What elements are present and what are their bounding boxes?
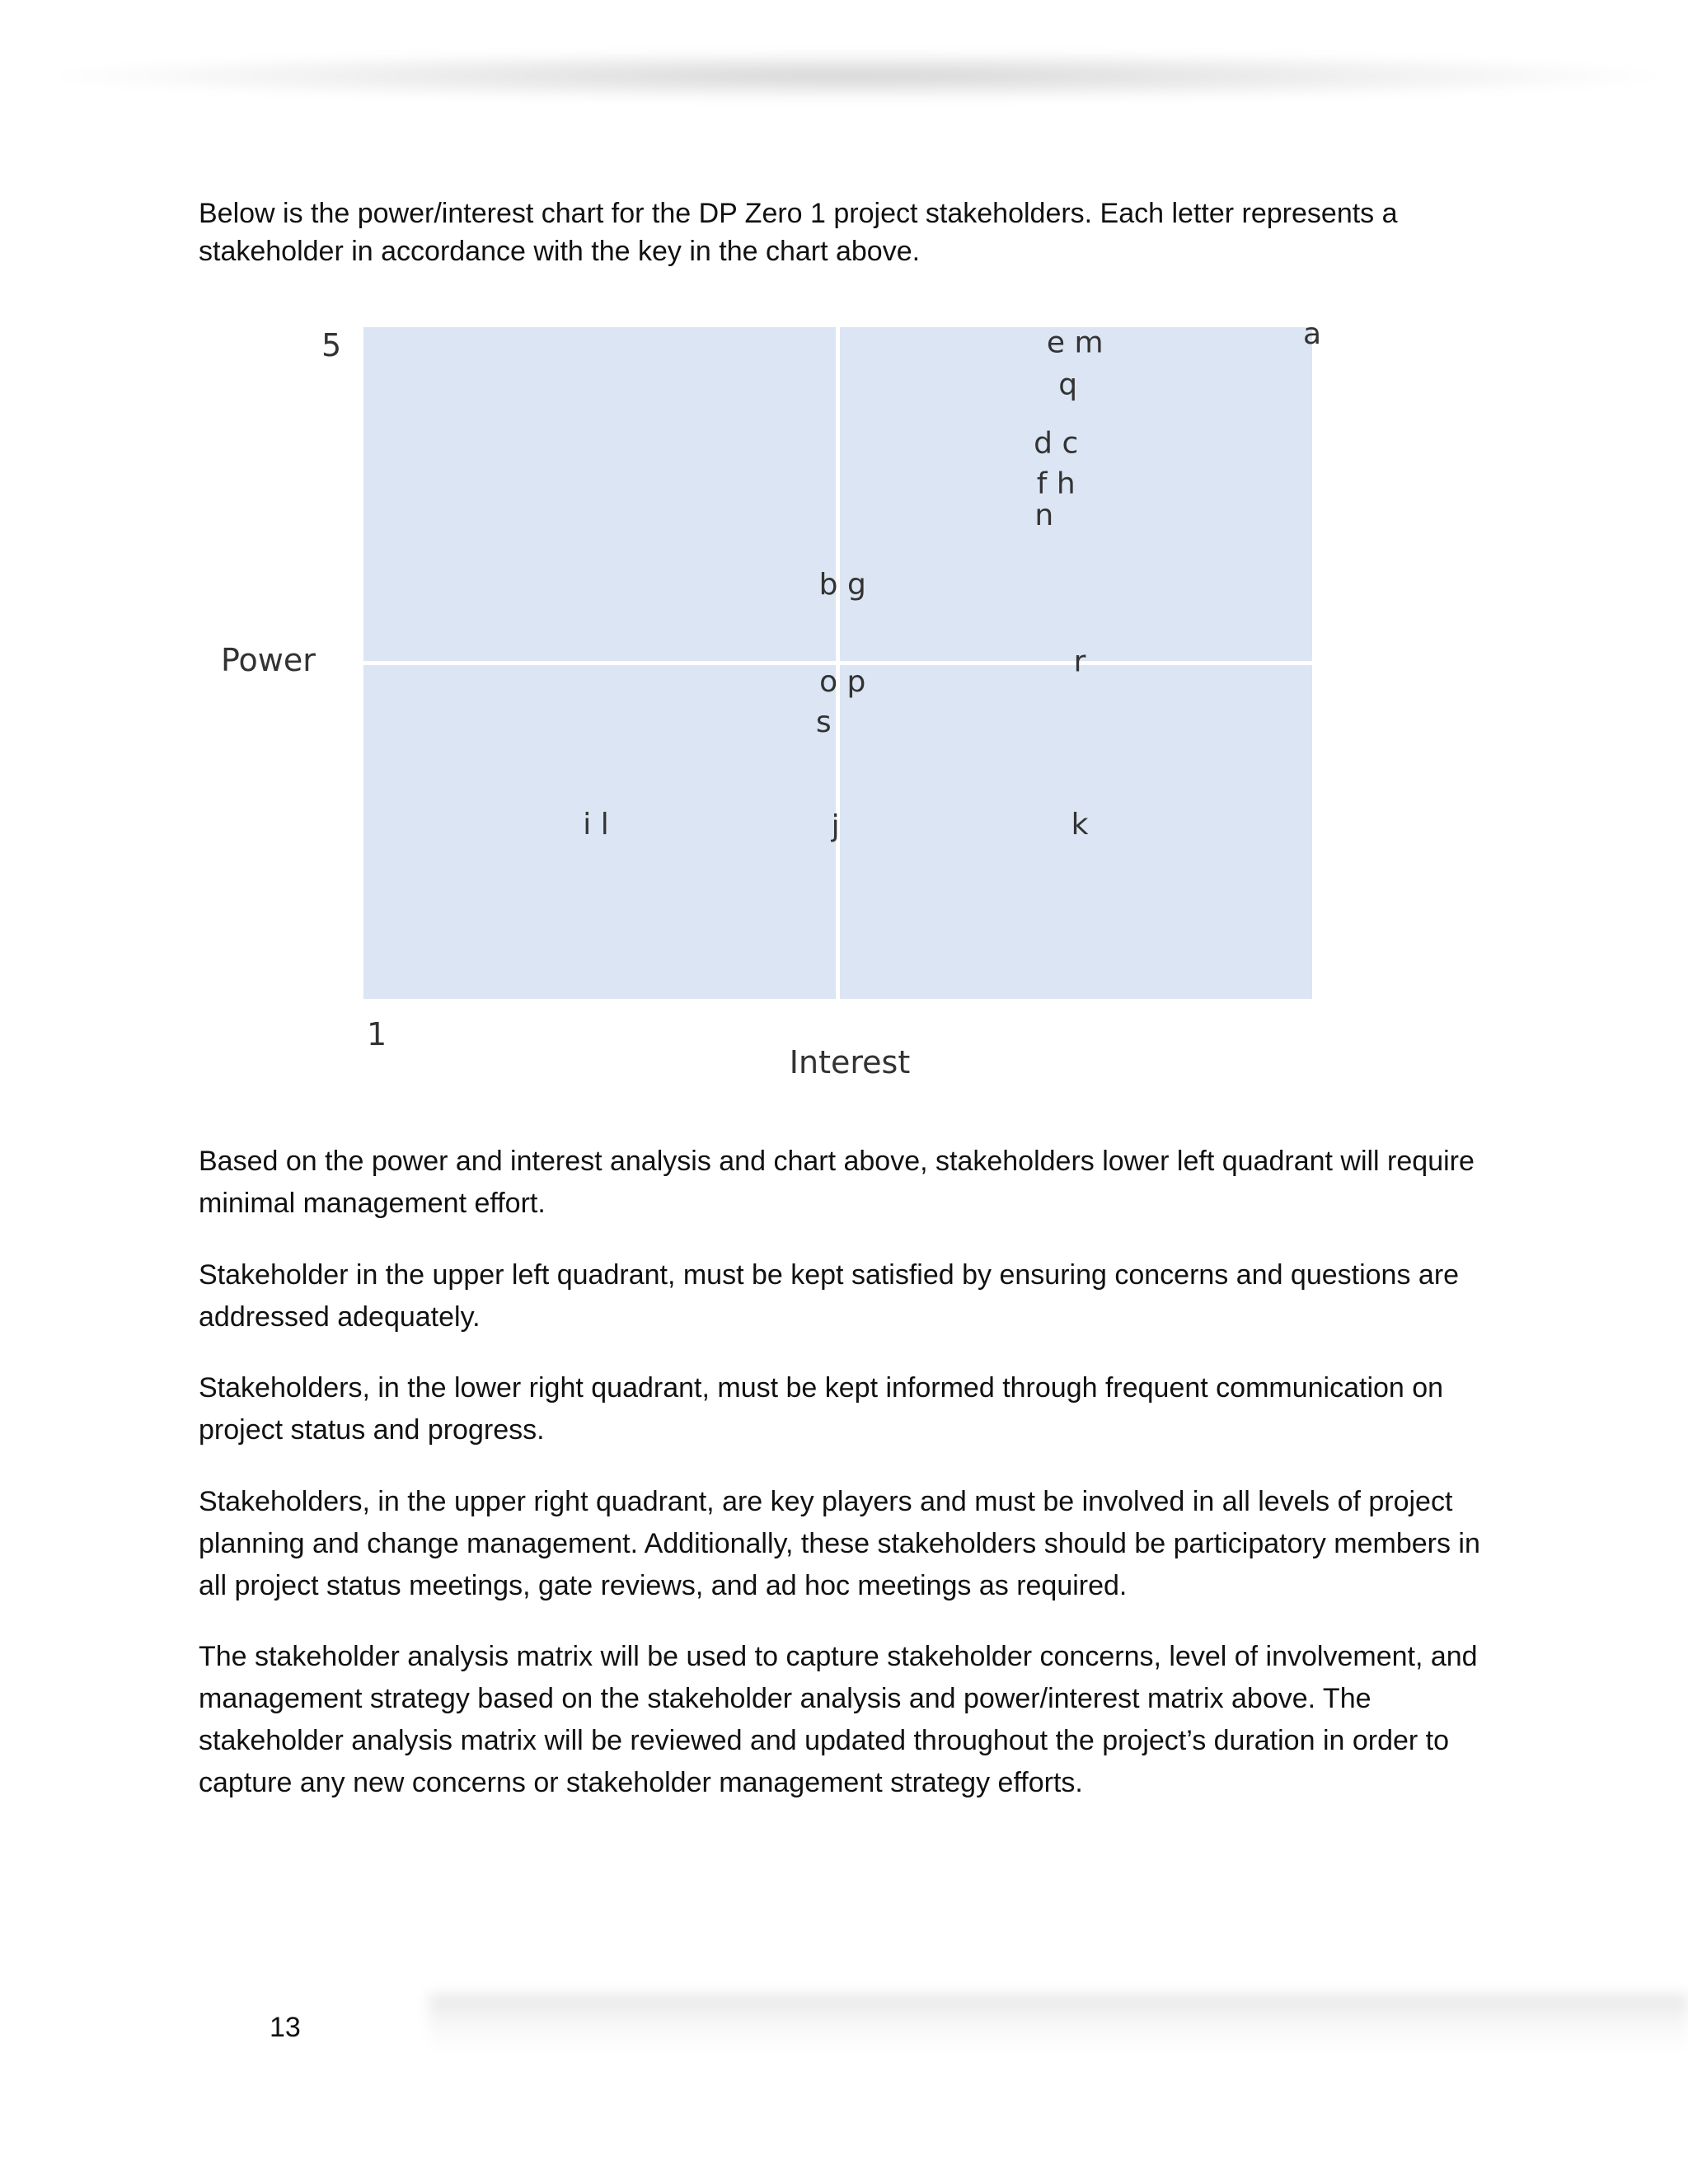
- paragraph-line: Based on the power and interest analysis and chart above, stakeholders lower left quadrant will require: [199, 1146, 1475, 1177]
- page-shadow-bottom: [429, 1994, 1688, 2052]
- stakeholder-point-label: o p: [819, 664, 866, 699]
- origin-tick-label: 1: [367, 1016, 387, 1052]
- paragraph-line: stakeholder analysis matrix will be reviewed and updated throughout the project’s duration in order to: [199, 1725, 1450, 1756]
- paragraph-line: The stakeholder analysis matrix will be used to capture stakeholder concerns, level of involvement, and: [199, 1641, 1478, 1672]
- stakeholder-point-label: b g: [818, 567, 866, 602]
- stakeholder-point-label: a: [1302, 317, 1322, 352]
- paragraph-lower-right: [199, 1367, 1517, 1451]
- paragraph-line: capture any new concerns or stakeholder management strategy efforts.: [199, 1767, 1083, 1798]
- paragraph-line: addressed adequately.: [199, 1301, 481, 1333]
- paragraph-line: minimal management effort.: [199, 1188, 546, 1219]
- y-axis-label: Power: [221, 642, 316, 678]
- paragraph-line: project status and progress.: [199, 1414, 545, 1446]
- y-tick-label-top: 5: [321, 327, 342, 363]
- page-number: 13: [270, 2012, 301, 2043]
- stakeholder-point-label: i l: [583, 808, 609, 842]
- stakeholder-point-label: s: [815, 705, 832, 739]
- stakeholder-point-label: r: [1073, 644, 1086, 679]
- stakeholder-point-label: j: [831, 809, 840, 844]
- intro-line: Below is the power/interest chart for the DP Zero 1 project stakeholders. Each letter represents a: [199, 198, 1398, 229]
- paragraph-line: management strategy based on the stakeholder analysis and power/interest matrix above. The: [199, 1683, 1372, 1714]
- stakeholder-point-label: q: [1058, 368, 1078, 402]
- paragraph-line: planning and change management. Additionally, these stakeholders should be participatory members in: [199, 1528, 1480, 1559]
- stakeholder-point-label: k: [1071, 808, 1089, 842]
- stakeholder-point-label: f h: [1036, 466, 1076, 501]
- x-axis-label: Interest: [789, 1044, 911, 1080]
- paragraph-lower-left: [199, 1141, 1517, 1225]
- paragraph-line: Stakeholders, in the lower right quadrant, must be kept informed through frequent communication on: [199, 1372, 1444, 1404]
- stakeholder-point-label: n: [1034, 499, 1054, 533]
- paragraph-analysis-matrix: [199, 1636, 1517, 1804]
- paragraph-line: all project status meetings, gate reviews, and ad hoc meetings as required.: [199, 1570, 1128, 1601]
- paragraph-line: Stakeholders, in the upper right quadrant, are key players and must be involved in all levels of project: [199, 1486, 1453, 1517]
- paragraph-upper-left: [199, 1254, 1517, 1338]
- paragraph-upper-right: [199, 1481, 1517, 1607]
- stakeholder-point-label: e m: [1046, 326, 1104, 360]
- stakeholder-point-label: d c: [1034, 426, 1079, 461]
- intro-line: stakeholder in accordance with the key in the chart above.: [199, 236, 921, 267]
- paragraph-line: Stakeholder in the upper left quadrant, must be kept satisfied by ensuring concerns and questions are: [199, 1259, 1460, 1291]
